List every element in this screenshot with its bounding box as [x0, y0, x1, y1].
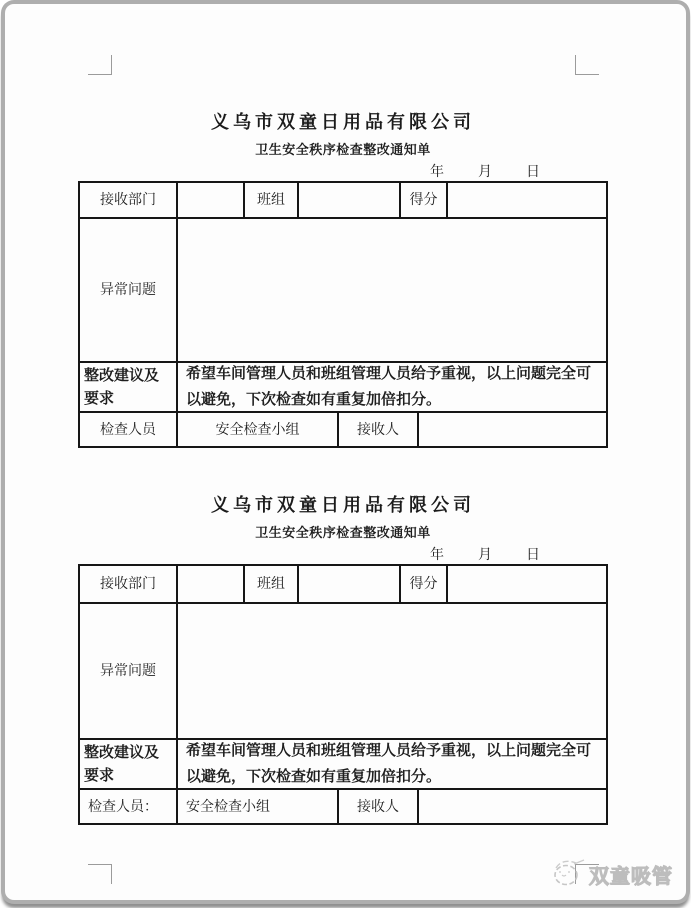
inspector-value: 安全检查小组: [178, 790, 339, 823]
team-label: 班组: [245, 183, 299, 217]
receiving-dept-value-cell: [178, 566, 245, 602]
form-subtitle: 卫生安全秩序检查整改通知单: [255, 525, 431, 540]
inspector-label: 检查人员：: [80, 790, 178, 823]
notice-form-2: [78, 493, 608, 825]
score-label: 得分: [401, 566, 448, 602]
receiver-value-cell: [419, 790, 606, 823]
notice-table: [78, 181, 608, 448]
table-row-suggestion: [80, 740, 606, 790]
company-title: 义乌市双童日用品有限公司: [211, 495, 475, 515]
date-line: 年 月 日: [430, 546, 542, 562]
table-row-abnormal: [80, 604, 606, 740]
margin-mark-top-left: [88, 55, 112, 75]
team-value-cell: [299, 183, 401, 217]
score-label: 得分: [401, 183, 448, 217]
score-value-cell: [448, 566, 606, 602]
team-label: 班组: [245, 566, 299, 602]
table-row-suggestion: [80, 363, 606, 413]
table-row-inspector: [80, 413, 606, 446]
suggestion-label: 整改建议及要求: [80, 363, 178, 411]
table-row-abnormal: [80, 219, 606, 363]
receiving-dept-label: 接收部门: [80, 183, 178, 217]
table-row-header: [80, 566, 606, 604]
abnormal-label: 异常问题: [80, 219, 178, 361]
notice-form-1: [78, 110, 608, 448]
score-value-cell: [448, 183, 606, 217]
margin-mark-top-right: [575, 55, 599, 75]
abnormal-value-cell: [178, 219, 606, 361]
table-row-header: [80, 183, 606, 219]
form-subtitle: 卫生安全秩序检查整改通知单: [255, 142, 431, 157]
table-row-inspector: [80, 790, 606, 823]
date-line: 年 月 日: [430, 163, 542, 179]
receiving-dept-label: 接收部门: [80, 566, 178, 602]
brand-watermark: [546, 854, 673, 895]
receiver-label: 接收人: [339, 413, 419, 446]
notice-table: [78, 564, 608, 825]
inspector-label: 检查人员: [80, 413, 178, 446]
child-face-icon: [546, 854, 586, 895]
receiver-value-cell: [419, 413, 606, 446]
abnormal-label: 异常问题: [80, 604, 178, 738]
suggestion-text: 希望车间管理人员和班组管理人员给予重视，以上问题完全可以避免，下次检查如有重复加倍扣分。: [186, 741, 592, 785]
suggestion-label: 整改建议及要求: [80, 740, 178, 788]
suggestion-text: 希望车间管理人员和班组管理人员给予重视，以上问题完全可以避免，下次检查如有重复加倍扣分。: [186, 364, 592, 408]
abnormal-value-cell: [178, 604, 606, 738]
team-value-cell: [299, 566, 401, 602]
margin-mark-bottom-left: [88, 864, 112, 884]
receiver-label: 接收人: [339, 790, 419, 823]
brand-watermark-text: 双童吸管: [589, 866, 673, 888]
company-title: 义乌市双童日用品有限公司: [211, 112, 475, 132]
receiving-dept-value-cell: [178, 183, 245, 217]
inspector-value: 安全检查小组: [178, 413, 339, 446]
